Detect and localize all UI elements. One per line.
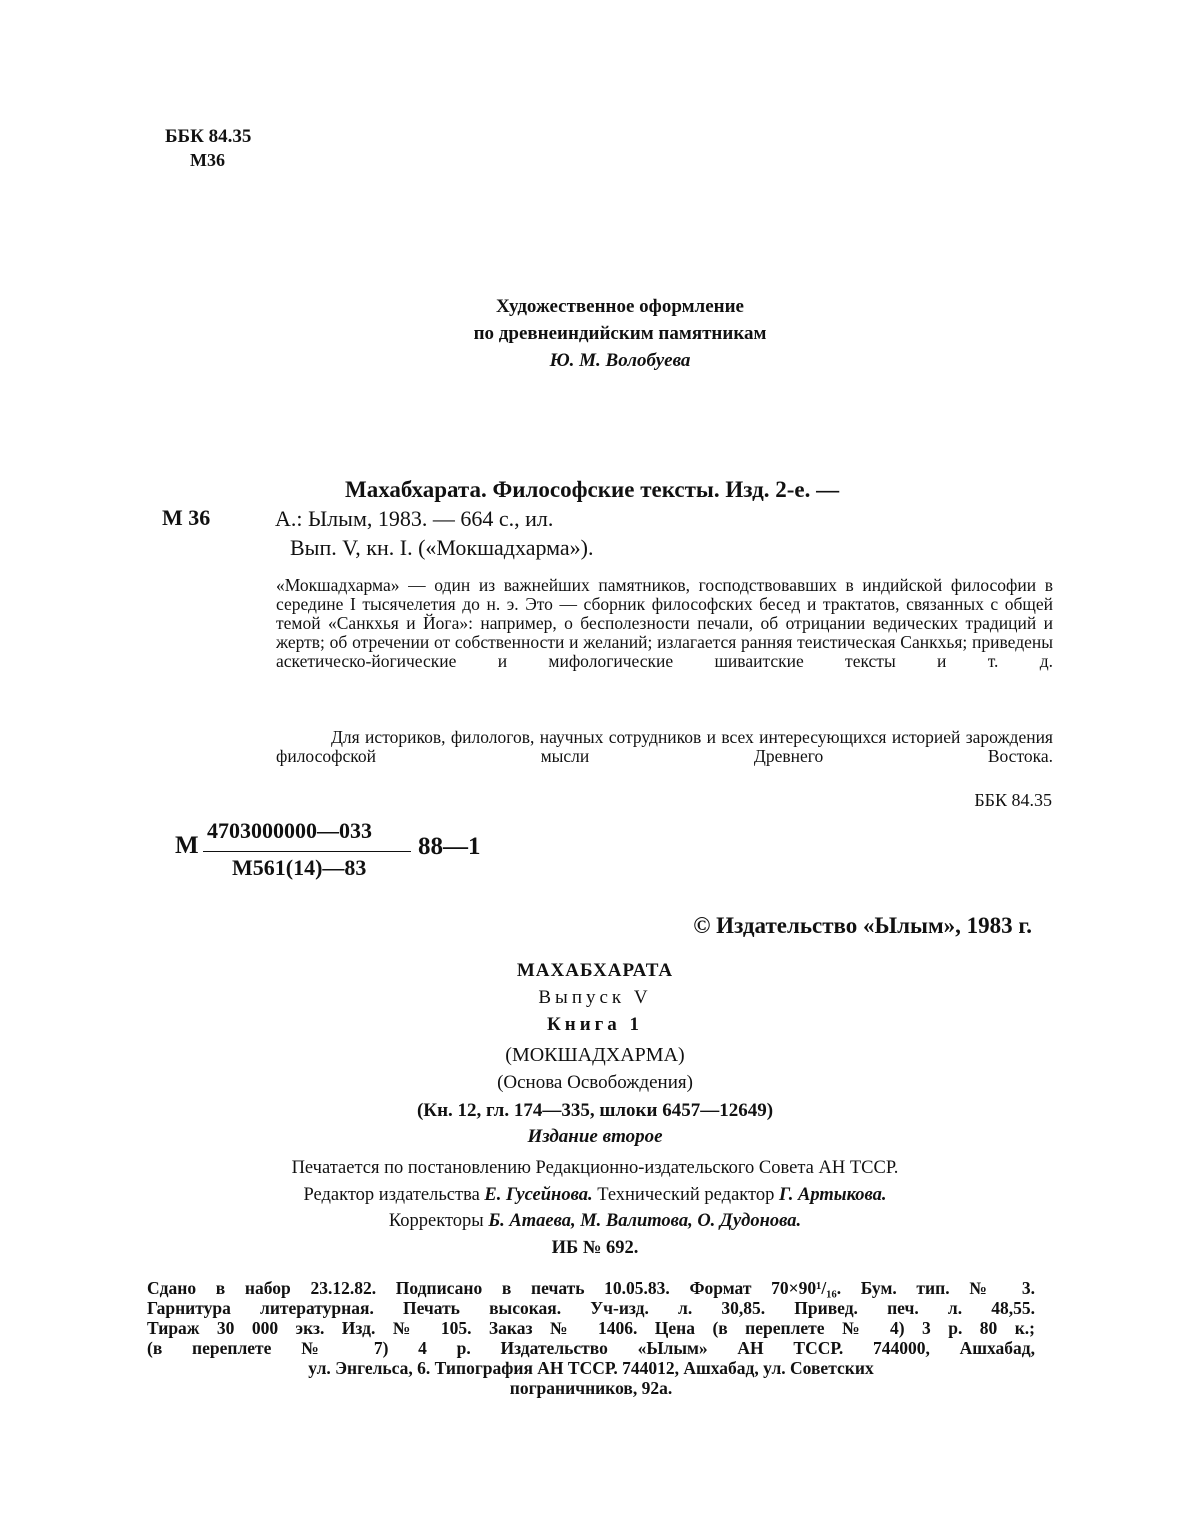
imprint-line-3: Тираж 30 000 экз. Изд. № 105. Заказ № 1406. Цена (в переплете № 4) 3 р. 80 к.; (147, 1318, 1035, 1338)
bbk-code-right: ББК 84.35 (974, 790, 1052, 810)
editor-label: Редактор издательства (303, 1185, 480, 1205)
editor-name: Е. Гусейнова. (484, 1185, 593, 1205)
printing-approval: Печатается по постановлению Редакционно-издательского Совета АН ТССР. (291, 1158, 899, 1178)
design-credit-artist: Ю. М. Волобуева (549, 350, 691, 371)
proofreaders-label: Корректоры (388, 1211, 484, 1231)
fraction-numerator: 4703000000—033 (207, 818, 372, 843)
annotation-paragraph-1: «Мокшадхарма» — один из важнейших памятников, господствовавших в индийской философии в середине I тысячелетия до н. э. Это — сборник философских бесед и трактатов, связанных с общей темой «Санкхья и Йога»: например, о бесполезности печали, об отрицании ведических традиций и жертв; об отречении от собственности и желаний; излагается ранняя теистическая Санкхья; приведены аскетическо-йогические и мифологические шиваитские тексты и т. д. (276, 575, 1053, 671)
book-title: МАХАБХАРАТА (516, 960, 674, 981)
imprint-line-1: Сдано в набор 23.12.82. Подписано в печать 10.05.83. Формат 70×90¹/₁₆. Бум. тип. № 3. (147, 1278, 1035, 1298)
imprint-line-5: ул. Энгельса, 6. Типография АН ТССР. 744012, Ашхабад, ул. Советских (308, 1358, 874, 1378)
imprint-line-6: пограничников, 92а. (509, 1378, 673, 1398)
tech-editor-label: Технический редактор (597, 1185, 775, 1205)
design-credit-line-1: Художественное оформление (496, 296, 744, 317)
issue-label: Выпуск V (538, 987, 652, 1008)
fraction-letter: М (175, 832, 199, 859)
editors-line (0, 1185, 1190, 1206)
subtitle-translation: (Основа Освобождения) (497, 1072, 693, 1093)
catalog-volume-line: Вып. V, кн. I. («Мокшадхарма»). (290, 535, 594, 560)
fraction-denominator: М561(14)—83 (232, 855, 367, 880)
catalog-title-line: Махабхарата. Философские тексты. Изд. 2-е. — (345, 477, 840, 502)
book-subtitle: (МОКШАДХАРМА) (505, 1044, 685, 1066)
ib-number: ИБ № 692. (551, 1238, 639, 1258)
author-index-top: М36 (190, 150, 225, 170)
proofreaders-line (0, 1211, 1190, 1232)
annotation-paragraph-2: Для историков, филологов, научных сотрудников и всех интересующихся историей зарождения философской мысли Древнего Востока. (276, 727, 1053, 766)
proofreaders-names: Б. Атаева, М. Валитова, О. Дудонова. (488, 1211, 802, 1231)
imprint (147, 1278, 1035, 1398)
copyright-notice: © Издательство «Ылым», 1983 г. (693, 913, 1032, 938)
imprint-line-2: Гарнитура литературная. Печать высокая. Уч-изд. л. 30,85. Привед. печ. л. 48,55. (147, 1298, 1035, 1318)
book-label: Книга 1 (546, 1014, 644, 1035)
edition-label: Издание второе (527, 1126, 663, 1147)
imprint-line-4: (в переплете № 7) 4 р. Издательство «Ылым» АН ТССР. 744000, Ашхабад, (147, 1338, 1035, 1358)
tech-editor-name: Г. Артыкова. (779, 1185, 887, 1205)
bbk-code-top: ББК 84.35 (165, 126, 252, 147)
fraction-bar (203, 851, 411, 852)
design-credit-line-2: по древнеиндийским памятникам (473, 323, 767, 344)
fraction-code: 88—1 (418, 833, 481, 860)
catalog-index: М 36 (162, 505, 211, 530)
chapter-range: (Кн. 12, гл. 174—335, шлоки 6457—12649) (416, 1100, 774, 1121)
catalog-publisher-line: А.: Ылым, 1983. — 664 с., ил. (275, 506, 554, 531)
